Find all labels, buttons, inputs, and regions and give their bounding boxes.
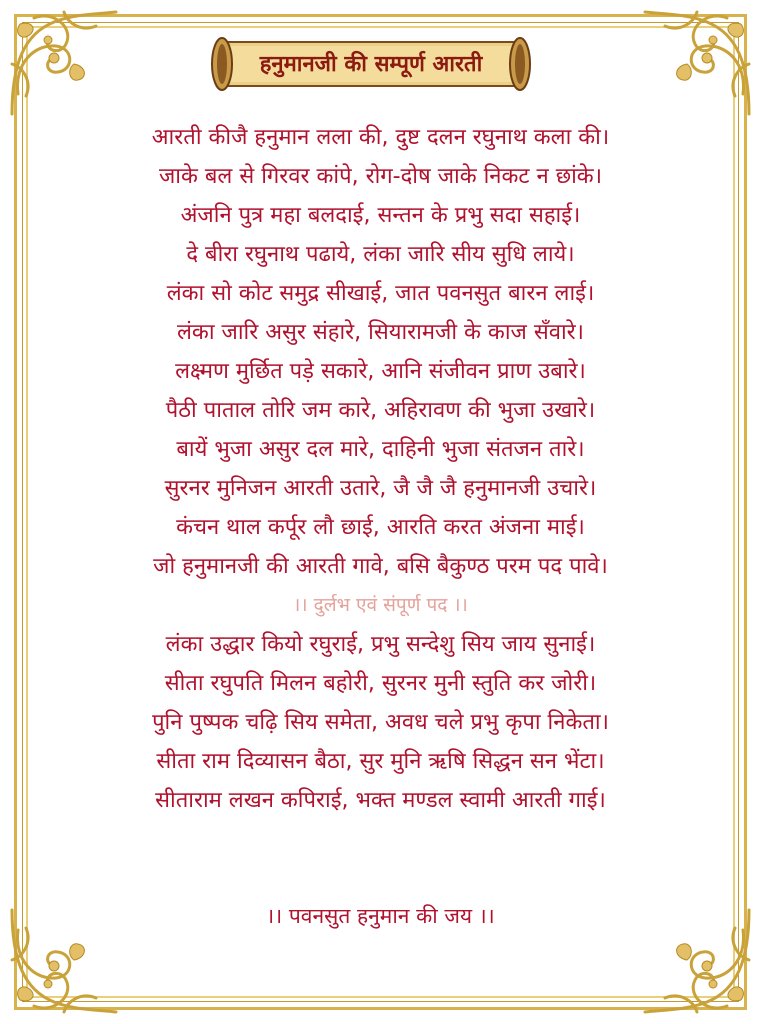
rare-verses-heading: ।। दुर्लभ एवं संपूर्ण पद ।। — [293, 594, 468, 616]
rare-verse-line: सीताराम लखन कपिराई, भक्त मण्डल स्वामी आरती गाई। — [155, 788, 606, 813]
verse-line: बायें भुजा असुर दल मारे, दाहिनी भुजा संतजन तारे। — [176, 437, 585, 462]
verse-line: लक्ष्मण मुर्छित पड़े सकारे, आनि संजीवन प्राण उबारे। — [175, 359, 586, 384]
verse-line: लंका जारि असुर संहारे, सियारामजी के काज सँवारे। — [177, 320, 584, 345]
rare-verse-line: सीता रघुपति मिलन बहोरी, सुरनर मुनी स्तुति कर जोरी। — [164, 671, 597, 696]
verse-line: अंजनि पुत्र महा बलदाई, सन्तन के प्रभु सदा सहाई। — [180, 203, 581, 228]
closing-salutation: ।। पवनसुत हनुमान की जय ।। — [266, 904, 495, 928]
verse-line: पैठी पाताल तोरि जम कारे, अहिरावण की भुजा उखारे। — [165, 398, 596, 423]
verse-line: सुरनर मुनिजन आरती उतारे, जै जै जै हनुमानजी उचारे। — [164, 476, 597, 501]
verse-line: आरती कीजै हनुमान लला की, दुष्ट दलन रघुनाथ कला की। — [151, 125, 610, 150]
title-banner — [208, 34, 534, 94]
rare-verse-line: सीता राम दिव्यासन बैठा, सुर मुनि ऋषि सिद्धन सन भेंटा। — [156, 749, 605, 774]
verse-line: लंका सो कोट समुद्र सीखाई, जात पवनसुत बारन लाई। — [166, 281, 595, 306]
ornamental-corner-icon — [637, 4, 757, 124]
verse-line: जाके बल से गिरवर कांपे, रोग-दोष जाके निकट न छांके। — [158, 164, 603, 189]
rare-verse-line: लंका उद्धार कियो रघुराई, प्रभु सन्देशु सिय जाय सुनाई। — [165, 632, 596, 657]
page-title: हनुमानजी की सम्पूर्ण आरती — [259, 52, 483, 77]
ornamental-corner-icon — [4, 4, 124, 124]
verse-line: कंचन थाल कर्पूर लौ छाई, आरति करत अंजना माई। — [176, 515, 585, 540]
aarti-verses — [60, 118, 701, 820]
verse-line: दे बीरा रघुनाथ पढाये, लंका जारि सीय सुधि लाये। — [186, 242, 575, 267]
verse-line: जो हनुमानजी की आरती गावे, बसि बैकुण्ठ परम पद पावे। — [153, 554, 608, 579]
rare-verse-line: पुनि पुष्पक चढ़ि सिय समेता, अवध चले प्रभु कृपा निकेता। — [152, 710, 609, 735]
